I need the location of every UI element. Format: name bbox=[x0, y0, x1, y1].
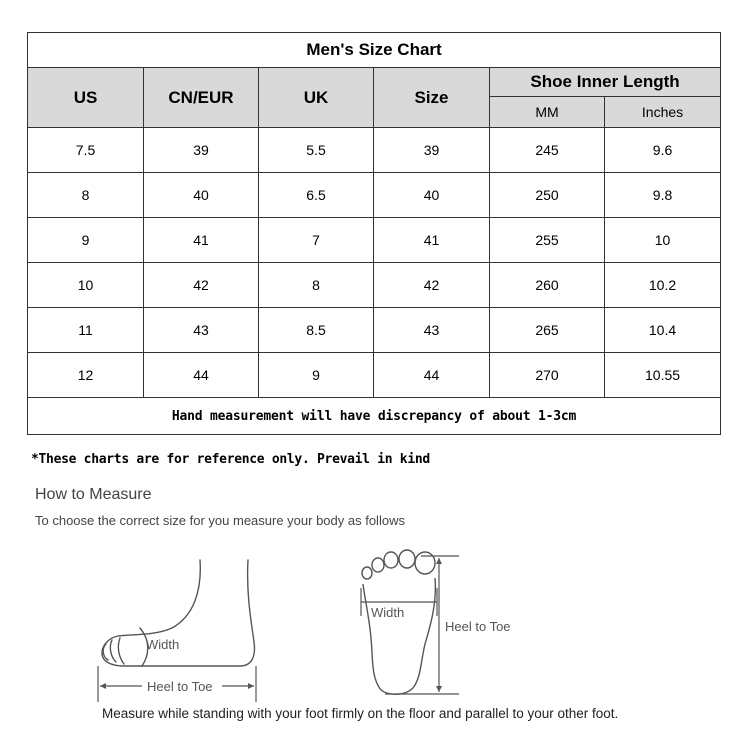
cell-cn-eur: 40 bbox=[144, 173, 259, 218]
cell-inches: 9.8 bbox=[605, 173, 721, 218]
cell-us: 7.5 bbox=[28, 128, 144, 173]
header-cn-eur: CN/EUR bbox=[144, 68, 259, 128]
size-chart-table bbox=[27, 32, 721, 435]
cell-us: 9 bbox=[28, 218, 144, 263]
cell-uk: 5.5 bbox=[259, 128, 374, 173]
cell-size: 39 bbox=[374, 128, 490, 173]
cell-us: 11 bbox=[28, 308, 144, 353]
header-inner-length: Shoe Inner Length bbox=[490, 68, 721, 97]
how-to-measure-title: How to Measure bbox=[35, 486, 152, 503]
header-mm: MM bbox=[490, 97, 605, 128]
top-foot-outline bbox=[363, 578, 435, 694]
cell-mm: 245 bbox=[490, 128, 605, 173]
table-row bbox=[28, 263, 721, 308]
cell-size: 42 bbox=[374, 263, 490, 308]
cell-cn-eur: 39 bbox=[144, 128, 259, 173]
top-foot-diagram bbox=[355, 548, 525, 698]
cell-mm: 270 bbox=[490, 353, 605, 398]
table-note: Hand measurement will have discrepancy of about 1-3cm bbox=[28, 398, 721, 435]
table-row bbox=[28, 308, 721, 353]
cell-cn-eur: 42 bbox=[144, 263, 259, 308]
cell-mm: 260 bbox=[490, 263, 605, 308]
cell-inches: 10.55 bbox=[605, 353, 721, 398]
side-width-label: Width bbox=[146, 637, 180, 652]
cell-inches: 10 bbox=[605, 218, 721, 263]
cell-size: 40 bbox=[374, 173, 490, 218]
cell-cn-eur: 43 bbox=[144, 308, 259, 353]
cell-us: 12 bbox=[28, 353, 144, 398]
side-foot-diagram bbox=[90, 556, 275, 704]
header-inches: Inches bbox=[605, 97, 721, 128]
cell-inches: 10.4 bbox=[605, 308, 721, 353]
top-width-label: Width bbox=[371, 605, 405, 620]
cell-size: 44 bbox=[374, 353, 490, 398]
cell-uk: 9 bbox=[259, 353, 374, 398]
table-row bbox=[28, 353, 721, 398]
table-row bbox=[28, 128, 721, 173]
header-size: Size bbox=[374, 68, 490, 128]
top-length-label: Heel to Toe bbox=[445, 619, 511, 634]
cell-cn-eur: 41 bbox=[144, 218, 259, 263]
cell-uk: 6.5 bbox=[259, 173, 374, 218]
table-row bbox=[28, 218, 721, 263]
cell-mm: 265 bbox=[490, 308, 605, 353]
cell-uk: 8 bbox=[259, 263, 374, 308]
cell-size: 43 bbox=[374, 308, 490, 353]
cell-size: 41 bbox=[374, 218, 490, 263]
cell-uk: 7 bbox=[259, 218, 374, 263]
cell-uk: 8.5 bbox=[259, 308, 374, 353]
side-length-label: Heel to Toe bbox=[147, 679, 213, 694]
chart-title: Men's Size Chart bbox=[28, 33, 721, 68]
cell-us: 8 bbox=[28, 173, 144, 218]
cell-us: 10 bbox=[28, 263, 144, 308]
how-to-measure-subtitle: To choose the correct size for you measure your body as follows bbox=[35, 513, 405, 528]
table-row bbox=[28, 173, 721, 218]
measure-instruction: Measure while standing with your foot firmly on the floor and parallel to your other foot. bbox=[102, 706, 619, 721]
cell-inches: 10.2 bbox=[605, 263, 721, 308]
disclaimer-text: *These charts are for reference only. Prevail in kind bbox=[31, 452, 430, 467]
cell-inches: 9.6 bbox=[605, 128, 721, 173]
header-us: US bbox=[28, 68, 144, 128]
cell-cn-eur: 44 bbox=[144, 353, 259, 398]
header-uk: UK bbox=[259, 68, 374, 128]
cell-mm: 255 bbox=[490, 218, 605, 263]
cell-mm: 250 bbox=[490, 173, 605, 218]
